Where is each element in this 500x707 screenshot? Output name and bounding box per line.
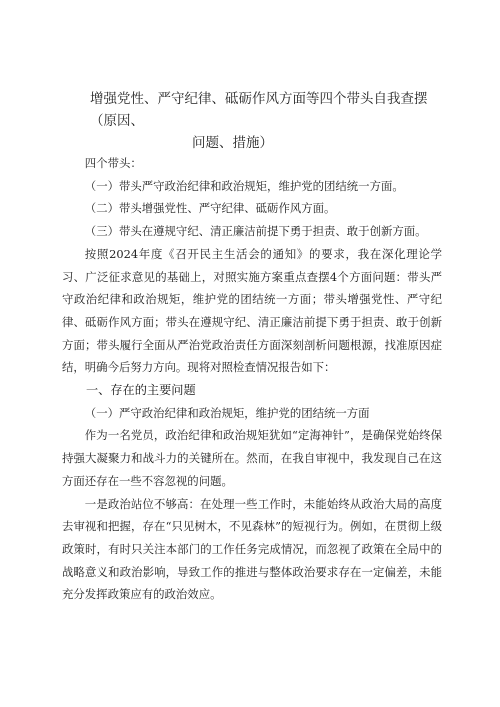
list-item: （一）带头严守政治纪律和政治规矩，维护党的团结统一方面。 (84, 178, 404, 193)
paragraph-intro: 按照2024年度《召开民主生活会的通知》的要求，我在深化理论学习、广泛征求意见的基础上，对照实施方案重点查摆4个方面问题：带头严守政治纪律和政治规矩，维护党的团结统一方面；带头增强党性、严守纪律、砥砺作风方面；带头在遵规守纪、清正廉洁前提下勇于担责、敢于创新方面；带头履行全面从严治党政治责任方面深刻剖析问题根源，找准原因症结，明确今后努力方向。现将对照检查情况报告如下： (62, 246, 442, 375)
list-item: （二）带头增强党性、严守纪律、砥砺作风方面。 (84, 201, 336, 216)
paragraph: 一是政治站位不够高：在处理一些工作时，未能始终从政治大局的高度去审视和把握，存在“只见树木，不见森林”的短视行为。例如，在贯彻上级政策时，有时只关注本部门的工作任务完成情况，而忽视了政策在全局中的战略意义和政治影响，导致工作的推进与整体政治要求存在一定偏差，未能充分发挥政策应有的政治效应。 (62, 496, 442, 602)
document-body (62, 152, 442, 606)
list-item: （三）带头在遵规守纪、清正廉洁前提下勇于担责、敢于创新方面。 (84, 224, 427, 239)
paragraph: 作为一名党员，政治纪律和政治规矩犹如“定海神针”，是确保党始终保持强大凝聚力和战斗力的关键所在。然而，在我自审视中，我发现自己在这方面还存在一些不容忽视的问题。 (62, 428, 442, 488)
title-line-2: 问题、措施） (192, 135, 273, 151)
subsection-heading: （一）严守政治纪律和政治规矩，维护党的团结统一方面 (84, 405, 370, 420)
intro-label: 四个带头： (84, 156, 142, 170)
section-heading: 一、存在的主要问题 (86, 383, 196, 398)
document-title (90, 88, 430, 154)
title-line-1: 增强党性、严守纪律、砥砺作风方面等四个带头自我查摆（原因、 (90, 91, 428, 129)
